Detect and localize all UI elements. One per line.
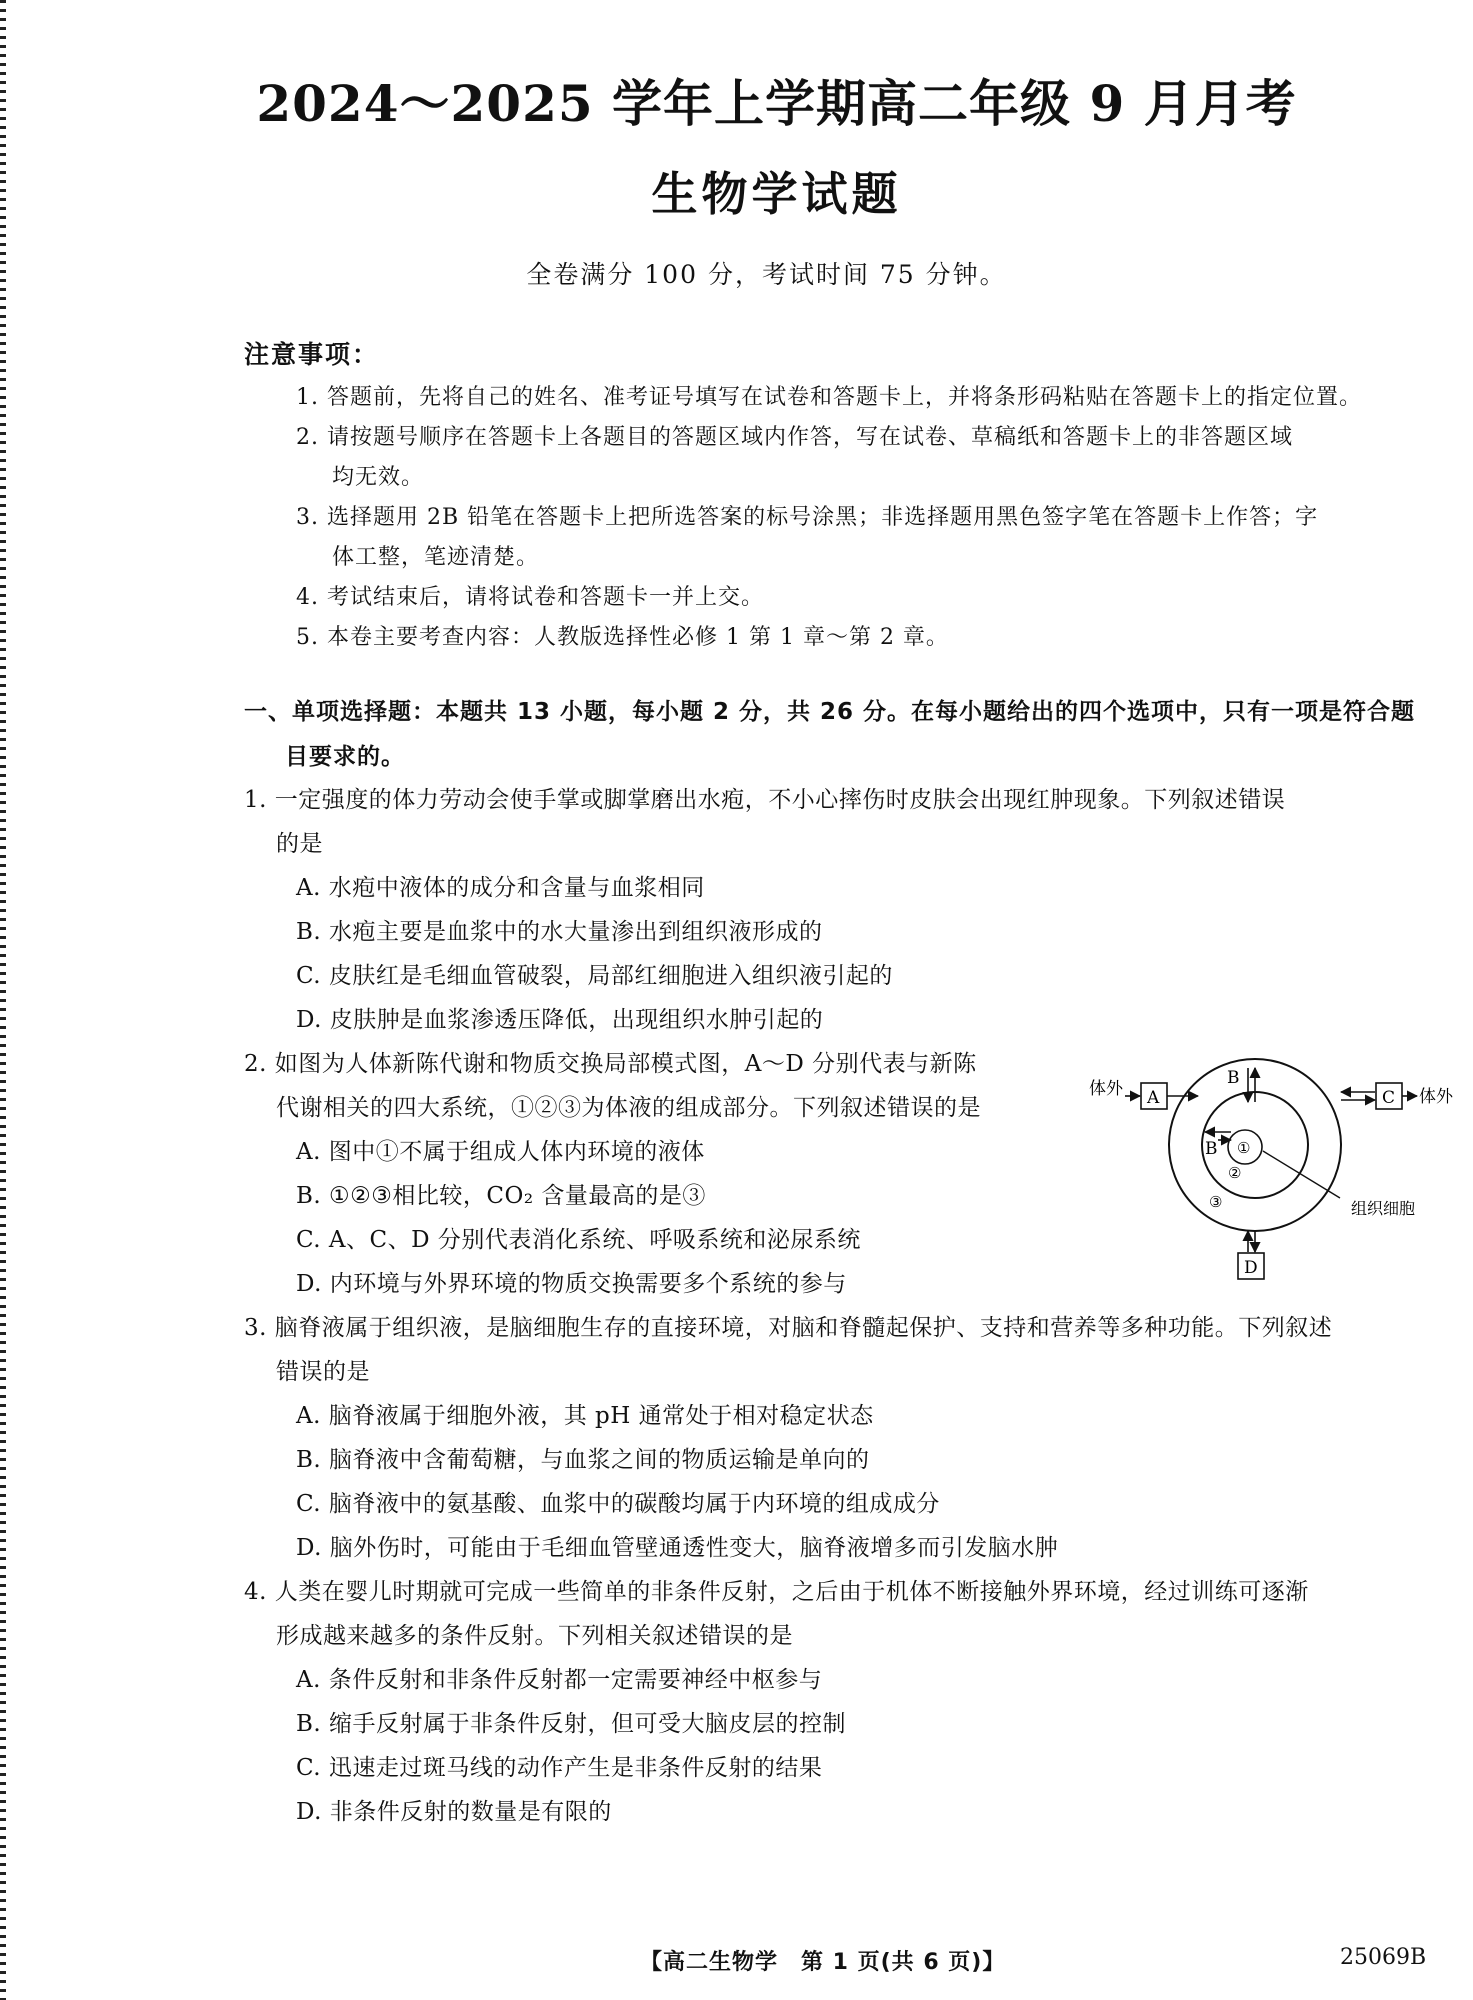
cell-pointer-line: [1263, 1151, 1340, 1198]
question-4-stem: 4. 人类在婴儿时期就可完成一些简单的非条件反射，之后由于机体不断接触外界环境，经过训练可逐渐: [244, 1579, 1309, 1605]
question-4-option-c: C. 迅速走过斑马线的动作产生是非条件反射的结果: [296, 1755, 823, 1781]
section-heading: 一、单项选择题：本题共 13 小题，每小题 2 分，共 26 分。在每小题给出的四个选项中，只有一项是符合题: [244, 699, 1416, 725]
question-1-option-d: D. 皮肤肿是血浆渗透压降低，出现组织水肿引起的: [296, 1007, 824, 1033]
fluid-3-label: ③: [1209, 1193, 1223, 1211]
middle-circle-fluid-2: [1202, 1092, 1308, 1198]
box-a-label: A: [1147, 1088, 1160, 1108]
section-heading-continued: 目要求的。: [285, 744, 405, 770]
box-d-label: D: [1244, 1258, 1258, 1278]
subject-title: 生物学试题: [651, 167, 902, 221]
notes-heading: 注意事项：: [244, 340, 380, 369]
score-time-line: 全卷满分 100 分，考试时间 75 分钟。: [526, 260, 1007, 289]
question-3-option-b: B. 脑脊液中含葡萄糖，与血浆之间的物质运输是单向的: [296, 1447, 870, 1473]
note-item: 1. 答题前，先将自己的姓名、准考证号填写在试卷和答题卡上，并将条形码粘贴在答题卡上的指定位置。: [296, 385, 1362, 410]
question-2-option-b: B. ①②③相比较，CO₂ 含量最高的是③: [296, 1183, 706, 1209]
outside-right-label: 体外: [1419, 1087, 1453, 1107]
tissue-cell-label: 组织细胞: [1351, 1199, 1416, 1218]
note-item-continued: 均无效。: [332, 465, 425, 490]
note-item: 3. 选择题用 2B 铅笔在答题卡上把所选答案的标号涂黑；非选择题用黑色签字笔在答题卡上作答；字: [296, 505, 1319, 530]
note-item: 2. 请按题号顺序在答题卡上各题目的答题区域内作答，写在试卷、草稿纸和答题卡上的非答题区域: [296, 425, 1293, 450]
question-2-option-a: A. 图中①不属于组成人体内环境的液体: [296, 1139, 705, 1165]
question-3-option-a: A. 脑脊液属于细胞外液，其 pH 通常处于相对稳定状态: [296, 1403, 874, 1429]
question-1-stem-continued: 的是: [276, 831, 323, 857]
question-4-stem-continued: 形成越来越多的条件反射。下列相关叙述错误的是: [276, 1623, 793, 1649]
question-3-stem: 3. 脑脊液属于组织液，是脑细胞生存的直接环境，对脑和脊髓起保护、支持和营养等多种功能。下列叙述: [244, 1315, 1333, 1341]
question-1-option-a: A. 水疱中液体的成分和含量与血浆相同: [296, 875, 705, 901]
question-4-option-d: D. 非条件反射的数量是有限的: [296, 1799, 612, 1825]
note-item-continued: 体工整，笔迹清楚。: [332, 545, 540, 570]
exam-title: 2024～2025 学年上学期高二年级 9 月月考: [256, 74, 1297, 133]
footer-page-info: 【高二生物学 第 1 页(共 6 页)】: [640, 1950, 1006, 1975]
note-item: 5. 本卷主要考查内容：人教版选择性必修 1 第 1 章～第 2 章。: [296, 625, 949, 650]
scan-edge-mark: [0, 0, 6, 2000]
question-2-option-c: C. A、C、D 分别代表消化系统、呼吸系统和泌尿系统: [296, 1227, 861, 1253]
box-c-label: C: [1382, 1088, 1396, 1108]
box-b-label: B: [1227, 1068, 1240, 1088]
fluid-1-label: ①: [1237, 1139, 1251, 1157]
question-3-option-d: D. 脑外伤时，可能由于毛细血管壁通透性变大，脑脊液增多而引发脑水肿: [296, 1535, 1059, 1561]
question-4-option-a: A. 条件反射和非条件反射都一定需要神经中枢参与: [296, 1667, 823, 1693]
question-1-option-b: B. 水疱主要是血浆中的水大量渗出到组织液形成的: [296, 919, 823, 945]
question-4-option-b: B. 缩手反射属于非条件反射，但可受大脑皮层的控制: [296, 1711, 847, 1737]
question-2-option-d: D. 内环境与外界环境的物质交换需要多个系统的参与: [296, 1271, 847, 1297]
inner-b-label: B: [1205, 1139, 1218, 1159]
question-3-stem-continued: 错误的是: [276, 1359, 370, 1385]
footer-exam-code: 25069B: [1340, 1945, 1427, 1970]
question-1-stem: 1. 一定强度的体力劳动会使手掌或脚掌磨出水疱，不小心摔伤时皮肤会出现红肿现象。下列叙述错误: [244, 787, 1286, 813]
note-item: 4. 考试结束后，请将试卷和答题卡一并上交。: [296, 585, 764, 610]
question-2-stem-continued: 代谢相关的四大系统，①②③为体液的组成部分。下列叙述错误的是: [276, 1095, 981, 1121]
question-2-stem: 2. 如图为人体新陈代谢和物质交换局部模式图，A～D 分别代表与新陈: [244, 1051, 977, 1077]
question-1-option-c: C. 皮肤红是毛细血管破裂，局部红细胞进入组织液引起的: [296, 963, 893, 989]
outside-left-label: 体外: [1089, 1079, 1123, 1099]
fluid-2-label: ②: [1228, 1164, 1242, 1182]
question-3-option-c: C. 脑脊液中的氨基酸、血浆中的碳酸均属于内环境的组成成分: [296, 1491, 940, 1517]
body-fluid-exchange-diagram: [1085, 1050, 1455, 1280]
